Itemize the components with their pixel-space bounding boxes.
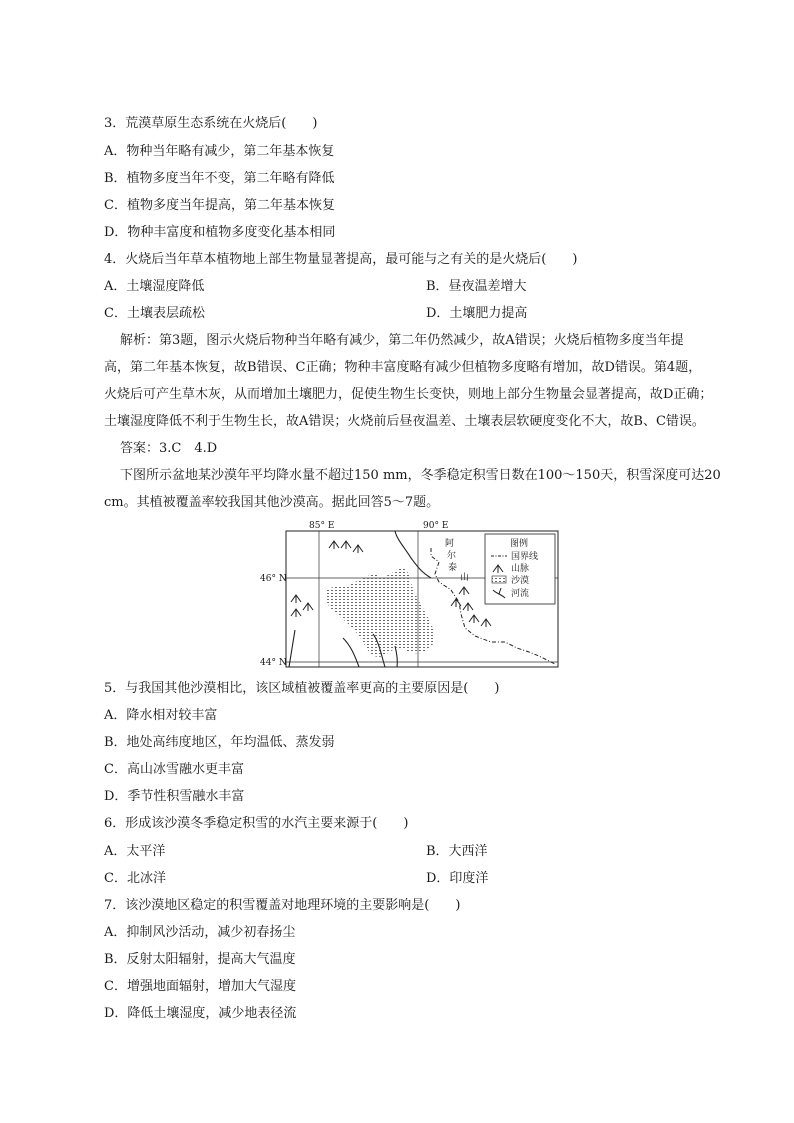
river [395, 646, 397, 667]
q7-option-b: B．反射太阳辐射，提高大气温度 [104, 952, 296, 967]
analysis-line-3: 火烧后可产生草木灰，从而增加土壤肥力，促使生物生长变快，则地上部分生物量会显著提高，故D正确； [104, 387, 713, 402]
altai-label-4: 山 [460, 573, 470, 583]
altai-label-2: 尔 [447, 551, 457, 561]
q7-option-a: A．抑制风沙活动，减少初春扬尘 [104, 925, 296, 940]
label-85e: 85° E [309, 521, 335, 531]
q7-option-d: D．降低土壤湿度，减少地表径流 [104, 1006, 297, 1021]
legend-border-label: 国界线 [511, 552, 539, 562]
q5-option-b: B．地处高纬度地区，年均温低、蒸发弱 [104, 735, 335, 750]
q3-option-a: A．物种当年略有减少，第二年基本恢复 [104, 144, 335, 159]
river [289, 630, 295, 667]
answer-line: 答案：3.C 4.D [120, 441, 218, 456]
q7-stem: 7．该沙漠地区稳定的积雪覆盖对地理环境的主要影响是( ) [104, 898, 461, 913]
label-46n: 46° N [260, 574, 287, 584]
q5-stem: 5．与我国其他沙漠相比，该区域植被覆盖率更高的主要原因是( ) [104, 681, 500, 696]
altai-label-1: 阿 [445, 539, 455, 549]
q7-option-c: C．增强地面辐射，增加大气湿度 [104, 979, 296, 994]
label-44n: 44° N [260, 658, 287, 668]
q3-stem: 3．荒漠草原生态系统在火烧后( ) [104, 116, 318, 131]
intro-line-2: cm。其植被覆盖率较我国其他沙漠高。据此回答5～7题。 [104, 495, 440, 510]
analysis-line-2: 高，第二年基本恢复，故B错误、C正确；物种丰富度略有减少但植物多度略有增加，故D错误。第4题， [104, 360, 702, 375]
q4-stem: 4．火烧后当年草本植物地上部生物量显著提高，最可能与之有关的是火烧后( ) [104, 252, 578, 267]
analysis-line-1: 解析：第3题，图示火烧后物种当年略有减少，第二年仍然减少，故A错误；火烧后植物多度当年提 [120, 333, 684, 348]
legend-title: 图例 [510, 539, 529, 549]
q5-option-d: D．季节性积雪融水丰富 [104, 789, 245, 804]
label-90e: 90° E [423, 521, 449, 531]
map-legend [485, 534, 555, 604]
analysis-line-4: 土壤湿度降低不利于生物生长，故A错误；火烧前后昼夜温差、土壤表层软硬度变化不大，故B、C错误。 [104, 414, 705, 429]
q5-option-a: A．降水相对较丰富 [104, 708, 218, 723]
q4-option-b: B．昼夜温差增大 [426, 279, 527, 294]
legend-river-label: 河流 [511, 589, 530, 599]
legend-desert-label: 沙漠 [511, 576, 530, 586]
q3-option-c: C．植物多度当年提高，第二年基本恢复 [104, 198, 335, 213]
q4-option-d: D．土壤肥力提高 [426, 306, 528, 321]
legend-mountain-label: 山脉 [511, 564, 530, 574]
intro-line-1: 下图所示盆地某沙漠年平均降水量不超过150 mm，冬季稳定积雪日数在100～150天，积雪深度可达20 [120, 468, 721, 483]
q6-option-a: A．太平洋 [104, 844, 166, 859]
q6-option-b: B．大西洋 [426, 844, 488, 859]
q6-option-d: D．印度洋 [426, 871, 489, 886]
q6-stem: 6．形成该沙漠冬季稳定积雪的水汽主要来源于( ) [104, 816, 409, 831]
altai-label-3: 泰 [448, 563, 458, 573]
q4-option-c: C．土壤表层疏松 [104, 306, 205, 321]
map-figure [255, 518, 565, 668]
q5-option-c: C．高山冰雪融水更丰富 [104, 762, 244, 777]
q6-option-c: C．北冰洋 [104, 871, 166, 886]
river [343, 638, 359, 667]
q4-option-a: A．土壤湿度降低 [104, 279, 205, 294]
q3-option-b: B．植物多度当年不变，第二年略有降低 [104, 171, 335, 186]
q3-option-d: D．物种丰富度和植物多度变化基本相同 [104, 225, 336, 240]
